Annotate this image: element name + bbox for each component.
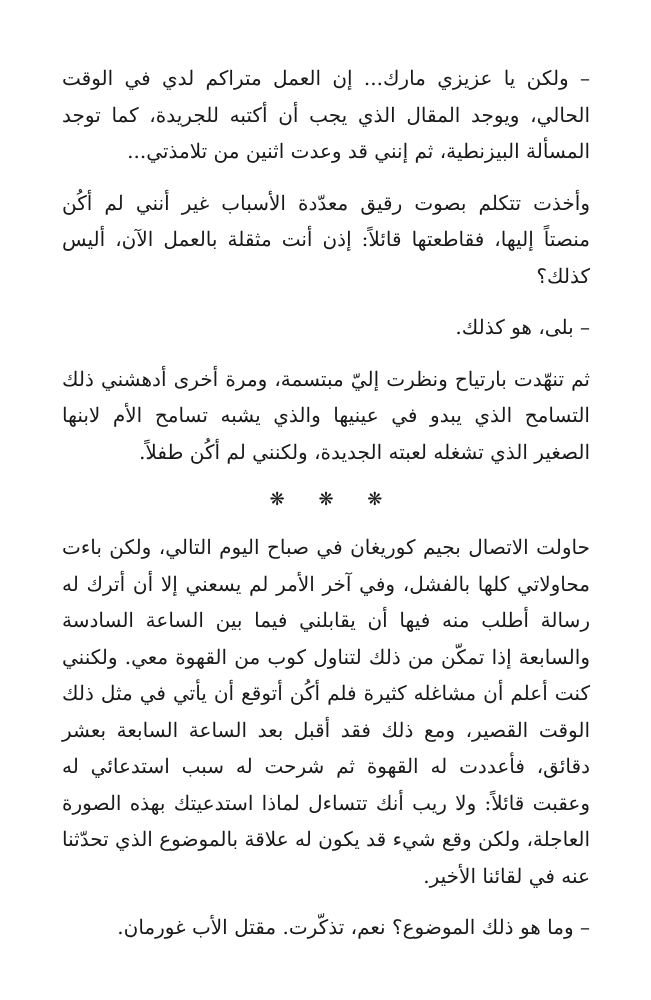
paragraph-dialogue-gorman: – وما هو ذلك الموضوع؟ نعم، تذكّرت. مقتل الأب غورمان. [117, 915, 590, 939]
paragraph-soft-voice: وأخذت تتكلم بصوت رقيق معدّدة الأسباب غير أنني لم أكُن منصتاً إليها، فقاطعتها قائلاً: إذن أنت مثقلة بالعمل الآن، أليس كذلك؟ [62, 190, 590, 288]
paragraph-corrigan-call: حاولت الاتصال بجيم كوريغان في صباح اليوم التالي، ولكن باءت محاولاتي كلها بالفشل، وفي آخر الأمر لم يسعني إلا أن أترك له رسالة أطلب منه فيها أن يقابلني فيما بين الساعة السادسة والسابعة إذا تمكّن من ذلك لتناول كوب من القهوة معي. ولكنني كنت أعلم أن مشاغله كثيرة فلم أكُن أتوقع أن يأتي في مثل ذلك الوقت القصير، ومع ذلك فقد أقبل بعد الساعة السابعة بعشر دقائق، فأعددت له القهوة ثم شرحت له سبب استدعائي له وعقبت قائلاً: ولا ريب أنك تتساءل لماذا استدعيتك بهذه الصورة العاجلة، ولكن وقع شيء قد يكون له علاقة بالموضوع الذي تحدّثنا عنه في لقائنا الأخير. [62, 535, 590, 888]
paragraph-dialogue-yes: – بلى، هو كذلك. [455, 315, 590, 339]
paragraph-tolerance: ثم تنهّدت بارتياح ونظرت إليّ مبتسمة، ومرة أخرى أدهشني ذلك التسامح الذي يبدو في عينيها والذي يشبه تسامح الأم لابنها الصغير الذي تشغله لعبته الجديدة، ولكنني لم أكُن طفلاً. [62, 366, 590, 464]
section-separator: ❋ ❋ ❋ [269, 489, 397, 510]
book-page [62, 60, 590, 961]
paragraph-dialogue-mark-work: – ولكن يا عزيزي مارك... إن العمل متراكم لدي في الوقت الحالي، ويوجد المقال الذي يجب أن أكتبه للجريدة، كما توجد المسألة البيزنطية، ثم إنني قد وعدت اثنين من تلامذتي... [62, 66, 590, 163]
